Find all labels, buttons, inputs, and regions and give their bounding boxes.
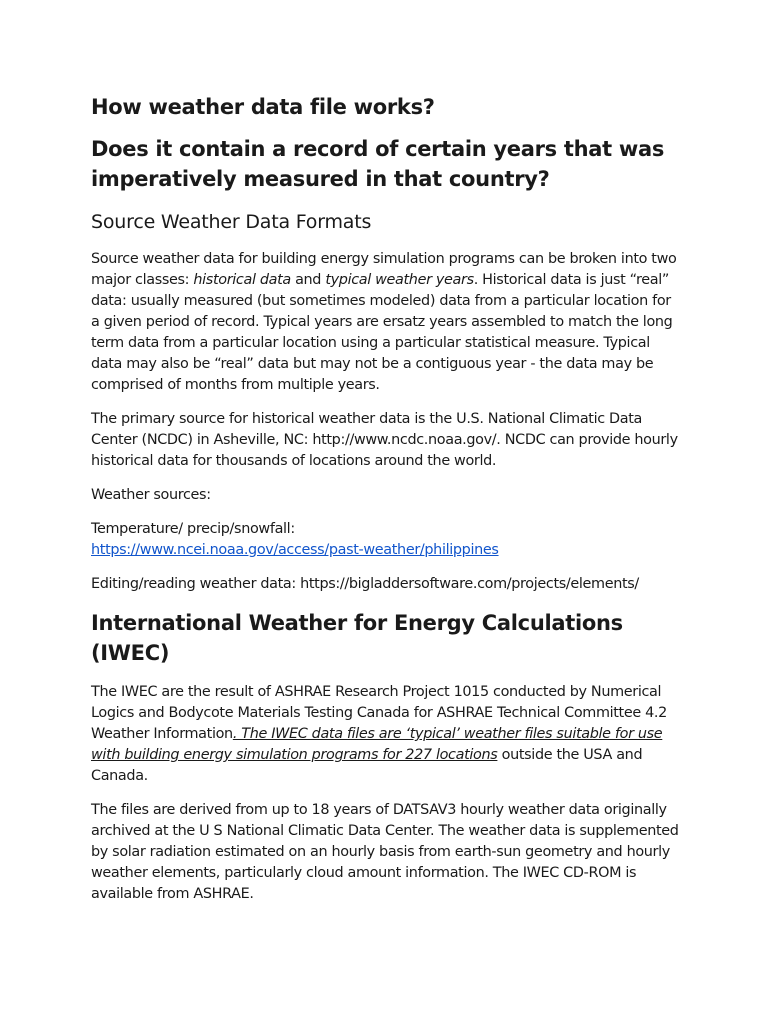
heading-record-question: Does it contain a record of certain years that was imperatively measured in that country?: [91, 137, 665, 191]
subheading-source-formats: Source Weather Data Formats: [91, 211, 372, 233]
heading-iwec: International Weather for Energy Calculations (IWEC): [91, 611, 623, 665]
para-1-text-c: . Historical data is just “real” data: usually measured (but sometimes modeled) data from a particular location for a given period of record. Typical years are ersatz years assembled to match the long term data from a particular location using a particular statistical measure. Typical data may also be “real” data but may not be a contiguous year - the data may be comprised of months from multiple years.: [91, 272, 673, 393]
ncei-past-weather-link[interactable]: https://www.ncei.noaa.gov/access/past-weather/philippines: [91, 542, 499, 558]
para-3-text-a: The IWEC are the result of ASHRAE Research Project 1015 conducted by Numerical Logics and Bodycote Materials Testing Canada for ASHRAE Technical Committee 4.2 Weather Information: [91, 684, 667, 742]
para-3-text-b: outside the USA and Canada.: [91, 747, 643, 784]
paragraph-iwec-origin: [91, 682, 682, 787]
term-typical-weather-years: typical weather years: [325, 272, 474, 288]
para-1-text-b: and: [290, 272, 326, 288]
paragraph-temperature-source: [91, 519, 682, 561]
heading-how-weather-data-works: How weather data file works?: [91, 95, 435, 119]
paragraph-source-data-classes: [91, 249, 682, 396]
iwec-typical-files-emphasis: . The IWEC data files are ‘typical’ weather files suitable for use with building energy simulation programs for 227 locations: [91, 726, 663, 763]
temperature-label: Temperature/ precip/snowfall:: [91, 521, 295, 537]
paragraph-iwec-derivation: The files are derived from up to 18 years of DATSAV3 hourly weather data originally archived at the U S National Climatic Data Center. The weather data is supplemented by solar radiation estimated on an hourly basis from earth-sun geometry and hourly weather elements, particularly cloud amount information. The IWEC CD-ROM is available from ASHRAE.: [91, 802, 679, 902]
paragraph-editing-source: Editing/reading weather data: https://bigladdersoftware.com/projects/elements/: [91, 576, 639, 592]
term-historical-data: historical data: [193, 272, 291, 288]
paragraph-ncdc-source: The primary source for historical weather data is the U.S. National Climatic Data Center (NCDC) in Asheville, NC: http://www.ncdc.noaa.gov/. NCDC can provide hourly historical data for thousands of locations around the world.: [91, 411, 678, 469]
para-1-text-a: Source weather data for building energy simulation programs can be broken into two major classes:: [91, 251, 677, 288]
weather-sources-label: Weather sources:: [91, 487, 211, 503]
